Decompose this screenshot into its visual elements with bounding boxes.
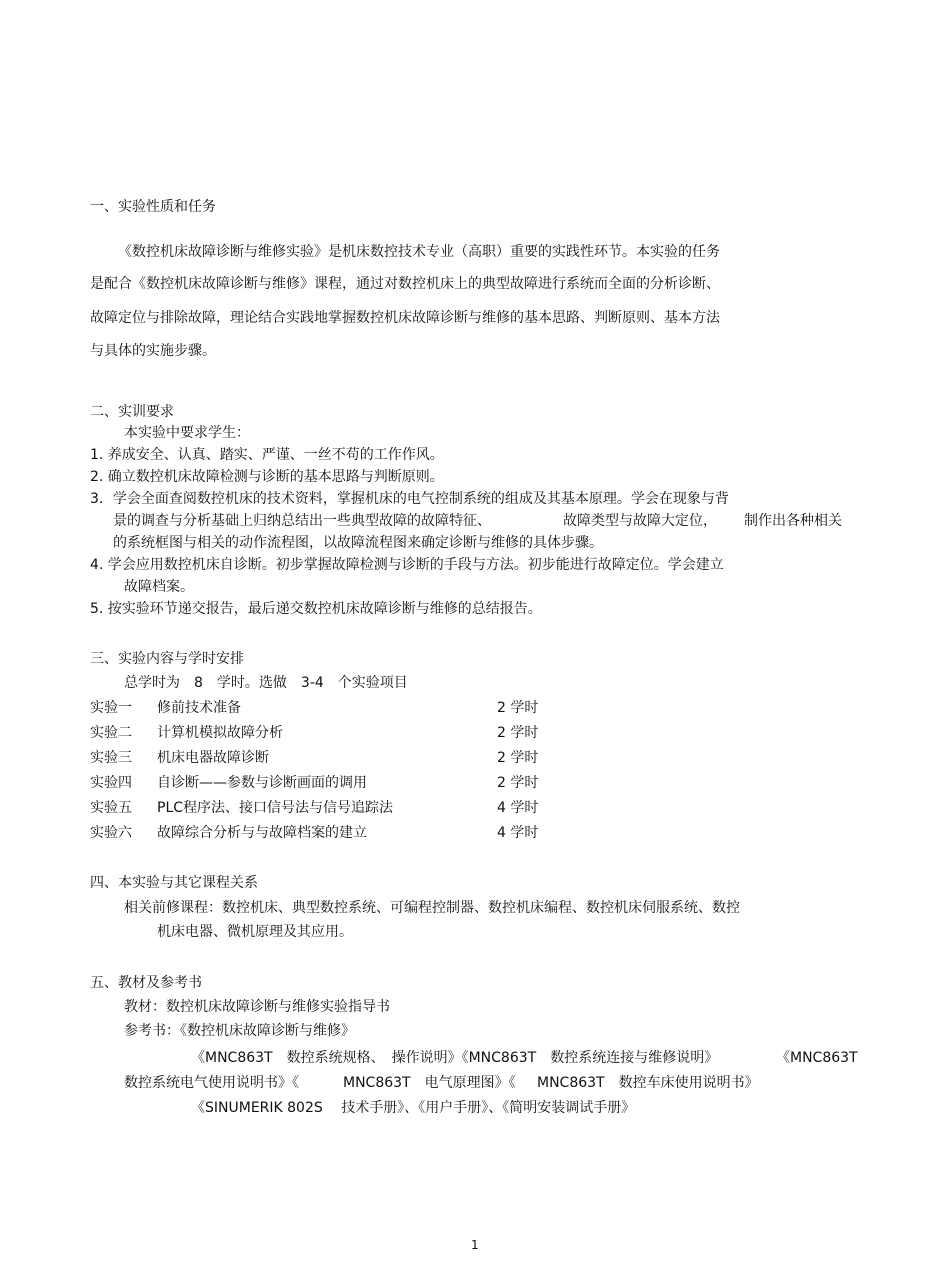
section4-heading: 四、本实验与其它课程关系 [90, 875, 258, 891]
textbook-line: 教材：数控机床故障诊断与维修实验指导书 [124, 999, 390, 1015]
requirement-item-5: 5. 按实验环节递交报告，最后递交数控机床故障诊断与维修的总结报告。 [90, 601, 542, 617]
section1-line: 是配合《数控机床故障诊断与维修》课程，通过对数控机床上的典型故障进行系统而全面的分析诊断、 [90, 276, 720, 292]
section3-heading: 三、实验内容与学时安排 [90, 651, 244, 667]
table-row-no: 实验一 [90, 700, 132, 716]
reference-line: MNC863T 电气原理图》《 [343, 1075, 516, 1091]
table-row-name: 计算机模拟故障分析 [157, 725, 283, 741]
requirement-item-3: 3．学会全面查阅数控机床的技术资料，掌握机床的电气控制系统的组成及其基本原理。学会在现象与背 [90, 491, 729, 507]
table-row-no: 实验三 [90, 750, 132, 766]
prerequisites-line: 相关前修课程：数控机床、典型数控系统、可编程控制器、数控机床编程、数控机床伺服系统、数控 [124, 900, 740, 916]
section2-intro: 本实验中要求学生： [124, 425, 250, 441]
section1-line: 与具体的实施步骤。 [90, 343, 216, 359]
requirement-item-3-cont: 的系统框图与相关的动作流程图，以故障流程图来确定诊断与维修的具体步骤。 [113, 535, 603, 551]
requirement-item-3-cont: 制作出各种相关 [744, 513, 842, 529]
table-row-hours: 4 学时 [497, 800, 539, 816]
table-row-no: 实验六 [90, 825, 132, 841]
table-row-no: 实验二 [90, 725, 132, 741]
section1-line: 《数控机床故障诊断与维修实验》是机床数控技术专业（高职）重要的实践性环节。本实验的任务 [118, 244, 720, 260]
table-row-hours: 2 学时 [497, 725, 539, 741]
table-row-name: 机床电器故障诊断 [157, 750, 269, 766]
section1-heading: 一、实验性质和任务 [90, 199, 216, 215]
page-number: 1 [471, 1238, 479, 1252]
reference-line: 《MNC863T 数控系统规格、 操作说明》《MNC863T 数控系统连接与维修说明》 [191, 1050, 719, 1066]
table-row-name: 自诊断——参数与诊断画面的调用 [157, 775, 367, 791]
table-row-name: PLC程序法、接口信号法与信号追踪法 [157, 800, 394, 816]
table-row-hours: 2 学时 [497, 775, 539, 791]
section5-heading: 五、教材及参考书 [90, 975, 202, 991]
prerequisites-line: 机床电器、微机原理及其应用。 [157, 924, 353, 940]
reference-line: 数控系统电气使用说明书》《 [124, 1075, 299, 1091]
requirement-item-4: 4. 学会应用数控机床自诊断。初步掌握故障检测与诊断的手段与方法。初步能进行故障定位。学会建立 [90, 557, 724, 573]
reference-line: MNC863T 数控车床使用说明书》 [537, 1075, 759, 1091]
table-row-hours: 2 学时 [497, 700, 539, 716]
requirement-item-1: 1. 养成安全、认真、踏实、严谨、一丝不苟的工作作风。 [90, 447, 444, 463]
table-row-hours: 2 学时 [497, 750, 539, 766]
requirement-item-2: 2. 确立数控机床故障检测与诊断的基本思路与判断原则。 [90, 469, 444, 485]
hours-summary: 总学时为 8 学时。选做 3-4 个实验项目 [124, 675, 408, 691]
requirement-item-3-cont: 景的调查与分析基础上归纳总结出一些典型故障的故障特征、 [113, 513, 491, 529]
table-row-hours: 4 学时 [497, 825, 539, 841]
table-row-no: 实验五 [90, 800, 132, 816]
reference-line: 参考书：《数控机床故障诊断与维修》 [124, 1023, 355, 1039]
requirement-item-4-cont: 故障档案。 [124, 579, 194, 595]
requirement-item-3-cont: 故障类型与故障大定位， [563, 513, 717, 529]
table-row-name: 故障综合分析与与故障档案的建立 [157, 825, 367, 841]
section2-heading: 二、实训要求 [90, 404, 174, 420]
table-row-name: 修前技术准备 [157, 700, 241, 716]
table-row-no: 实验四 [90, 775, 132, 791]
section1-line: 故障定位与排除故障，理论结合实践地掌握数控机床故障诊断与维修的基本思路、判断原则、基本方法 [90, 310, 720, 326]
reference-line: 《MNC863T [776, 1050, 858, 1066]
reference-line: 《SINUMERIK 802S 技术手册》、《用户手册》、《简明安装调试手册》 [191, 1100, 636, 1116]
